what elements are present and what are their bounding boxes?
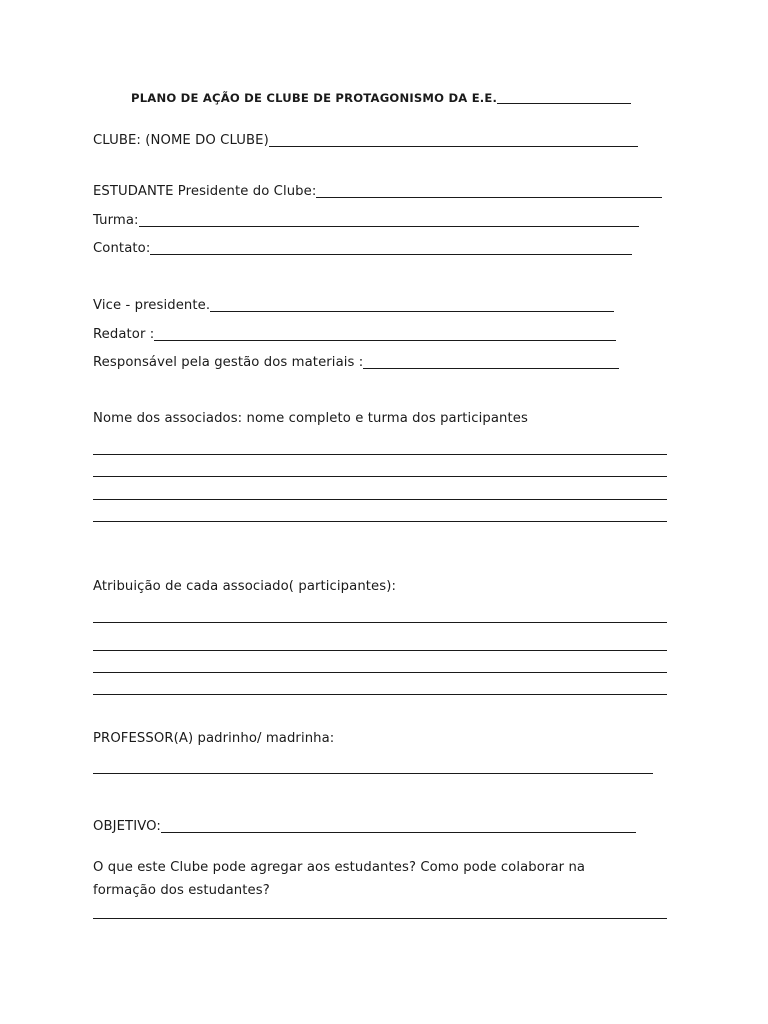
members-line-1[interactable]: [93, 454, 667, 455]
form-title: PLANO DE AÇÃO DE CLUBE DE PROTAGONISMO DA E.E.: [131, 91, 498, 105]
contact-blank[interactable]: [150, 240, 632, 255]
members-line-2[interactable]: [93, 476, 667, 477]
teacher-line[interactable]: [93, 773, 653, 774]
president-blank[interactable]: [316, 183, 662, 198]
members-line-3[interactable]: [93, 499, 667, 500]
question-line-2: formação dos estudantes?: [93, 883, 270, 898]
vice-president-row: [93, 296, 614, 314]
club-name-row: [93, 131, 638, 149]
materials-label: Responsável pela gestão dos materiais :: [93, 355, 364, 370]
objective-row: [93, 817, 636, 835]
vice-president-blank[interactable]: [210, 297, 614, 312]
members-line-4[interactable]: [93, 521, 667, 522]
roles-heading: Atribuição de cada associado( participantes):: [93, 579, 397, 594]
club-name-blank[interactable]: [269, 132, 638, 147]
contact-row: [93, 239, 632, 257]
question-answer-line[interactable]: [93, 918, 667, 919]
class-label: Turma:: [93, 213, 139, 228]
president-label: ESTUDANTE Presidente do Clube:: [93, 184, 317, 199]
president-row: [93, 182, 662, 200]
class-blank[interactable]: [139, 212, 639, 227]
writer-blank[interactable]: [154, 326, 616, 341]
writer-row: [93, 325, 616, 343]
contact-label: Contato:: [93, 241, 151, 256]
materials-blank[interactable]: [363, 354, 619, 369]
question-line-1: O que este Clube pode agregar aos estudantes? Como pode colaborar na: [93, 860, 586, 875]
class-row: [93, 211, 639, 229]
roles-line-2[interactable]: [93, 650, 667, 651]
roles-line-4[interactable]: [93, 694, 667, 695]
materials-row: [93, 353, 619, 371]
roles-line-3[interactable]: [93, 672, 667, 673]
club-name-label: CLUBE: (NOME DO CLUBE): [93, 133, 269, 148]
members-heading: Nome dos associados: nome completo e turma dos participantes: [93, 411, 528, 426]
teacher-heading: PROFESSOR(A) padrinho/ madrinha:: [93, 731, 335, 746]
objective-blank[interactable]: [161, 818, 636, 833]
objective-label: OBJETIVO:: [93, 819, 161, 834]
vice-president-label: Vice - presidente.: [93, 298, 211, 313]
roles-line-1[interactable]: [93, 622, 667, 623]
form-title-row: [131, 88, 631, 106]
school-name-blank[interactable]: [497, 89, 631, 104]
writer-label: Redator :: [93, 327, 155, 342]
